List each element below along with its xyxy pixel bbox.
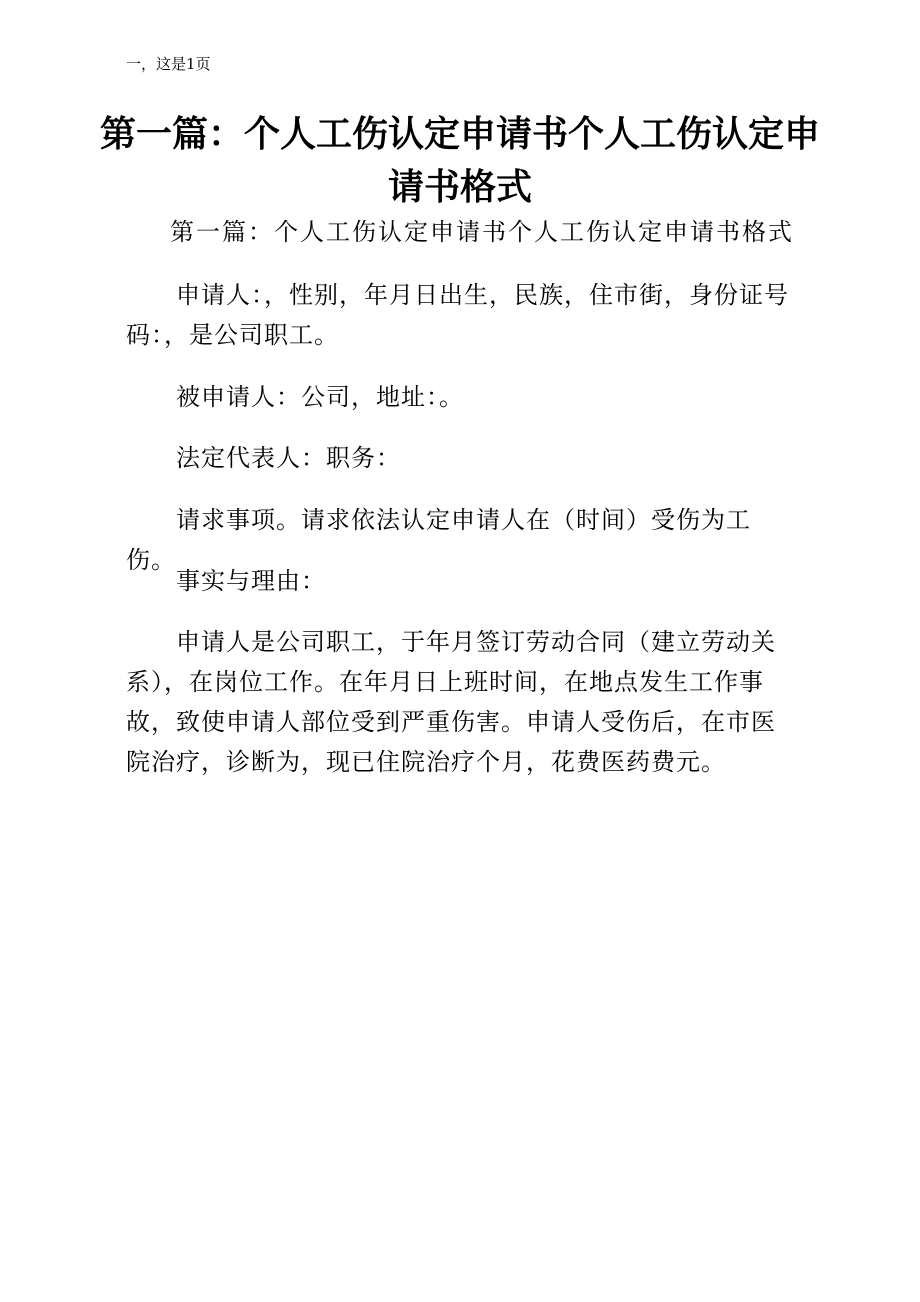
document-subtitle: 第一篇：个人工伤认定申请书个人工伤认定申请书格式 bbox=[170, 218, 794, 246]
document-title: 第一篇：个人工伤认定申请书个人工伤认定申请书格式 bbox=[100, 114, 821, 208]
paragraph-facts-heading: 事实与理由： bbox=[176, 567, 326, 595]
paragraph-applicant: 申请人：，性别，年月日出生，民族，住市街，身份证号码：，是公司职工。 bbox=[126, 281, 789, 349]
paragraph-request: 请求事项。请求依法认定申请人在（时间）受伤为工伤。 bbox=[126, 506, 751, 574]
paragraph-respondent: 被申请人：公司，地址：。 bbox=[176, 383, 464, 411]
paragraph-facts-body: 申请人是公司职工，于年月签订劳动合同（建立劳动关系），在岗位工作。在年月日上班时间，在地点发生工作事故，致使申请人部位受到严重伤害。申请人受伤后，在市医院治疗，诊断为，现已住院治疗个月，花费医药费元。 bbox=[126, 628, 776, 776]
paragraph-legal-representative: 法定代表人：职务： bbox=[176, 444, 401, 472]
page-header-note: 一，这是1页 bbox=[126, 55, 211, 73]
